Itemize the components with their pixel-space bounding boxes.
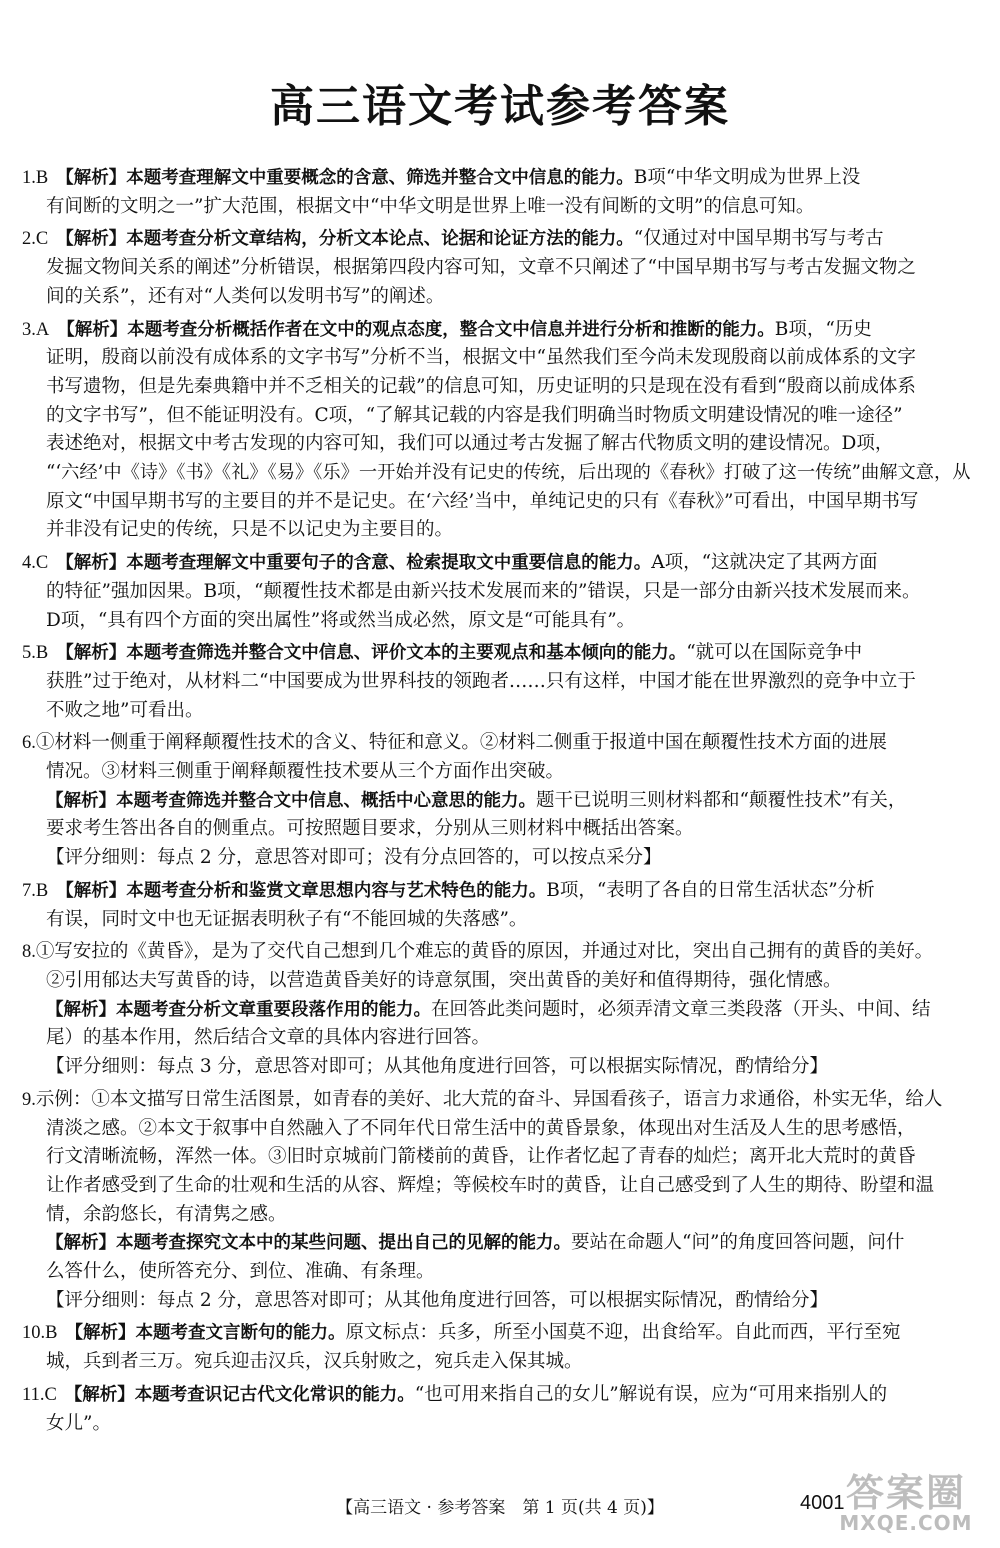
question-number: 9. bbox=[22, 1089, 36, 1110]
answer-line bbox=[22, 1410, 980, 1439]
answer-item bbox=[22, 316, 980, 546]
answer-line bbox=[22, 1053, 980, 1082]
analysis-label: 【解析】 bbox=[57, 319, 128, 340]
question-number: 8. bbox=[22, 942, 36, 963]
answer-line bbox=[22, 578, 980, 607]
question-number: 11. bbox=[22, 1384, 45, 1405]
answer-text: 获胜”过于绝对，从材料二“中国要成为世界科技的领跑者……只有这样，中国才能在世界激烈的竞争中立于 bbox=[46, 670, 916, 692]
answer-line bbox=[22, 607, 980, 636]
answer-text: 清淡之感。②本文于叙事中自然融入了不同年代日常生活中的黄昏景象，体现出对生活及人生的思考感悟， bbox=[46, 1117, 916, 1139]
answer-choice: B bbox=[45, 1323, 58, 1344]
answer-item bbox=[22, 164, 980, 221]
analysis-label: 【解析】 bbox=[64, 1384, 135, 1405]
answer-text: ②引用郁达夫写黄昏的诗，以营造黄昏美好的诗意氛围，突出黄昏的美好和值得期待，强化情感。 bbox=[46, 969, 842, 991]
answer-text: 尾）的基本作用，然后结合文章的具体内容进行回答。 bbox=[46, 1027, 491, 1049]
analysis-label: 【解析】 bbox=[65, 1323, 136, 1344]
answer-line bbox=[22, 1024, 980, 1053]
answer-text: 【评分细则：每点 2 分，意思答对即可；没有分点回答的，可以按点采分】 bbox=[46, 847, 662, 869]
answer-line bbox=[22, 815, 980, 844]
answer-line bbox=[22, 1287, 980, 1316]
answer-text: 女儿”。 bbox=[46, 1412, 111, 1434]
answer-text: 书写遗物，但是先秦典籍中并不乏相关的记载”的信息可知，历史证明的只是现在没有看到“殷商以前成体系 bbox=[46, 375, 916, 397]
answer-line bbox=[22, 1258, 980, 1287]
answer-item bbox=[22, 877, 980, 934]
answer-line bbox=[22, 1086, 980, 1115]
answer-line bbox=[22, 549, 980, 578]
watermark-logo bbox=[826, 1462, 986, 1542]
answer-item bbox=[22, 225, 980, 311]
answer-text: 原文“中国早期书写的主要目的并不是记史。在‘六经’当中，单纯记史的只有《春秋》”可看出，中国早期书写 bbox=[46, 490, 919, 512]
answer-text: 让作者感受到了生命的壮观和生活的从容、辉煌；等候校车时的黄昏，让自己感受到了人生的期待、盼望和温 bbox=[46, 1174, 935, 1196]
answer-line bbox=[22, 787, 980, 816]
analysis-summary: 本题考查分析文章重要段落作用的能力。 bbox=[116, 999, 431, 1020]
answer-text: 情况。③材料三侧重于阐释颠覆性技术要从三个方面作出突破。 bbox=[46, 761, 565, 783]
answer-choice: B bbox=[35, 880, 49, 901]
answer-choice: B bbox=[35, 168, 49, 188]
answer-line bbox=[22, 254, 980, 283]
answer-text: 【评分细则：每点 3 分，意思答对即可；从其他角度进行回答，可以根据实际情况，酌情给分】 bbox=[46, 1056, 829, 1078]
paper-code: 4001 bbox=[800, 1492, 845, 1514]
analysis-summary: 本题考查筛选并整合文中信息、评价文本的主要观点和基本倾向的能力。 bbox=[126, 643, 687, 664]
answer-text: D项，“具有四个方面的突出属性”将或然当成必然，原文是“可能具有”。 bbox=[46, 609, 636, 631]
answer-text: 在回答此类问题时，必须弄清文章三类段落（开头、中间、结 bbox=[431, 998, 931, 1020]
analysis-label: 【解析】 bbox=[56, 168, 127, 188]
analysis-label: 【解析】 bbox=[56, 229, 127, 250]
answer-line bbox=[22, 697, 980, 726]
answer-line bbox=[22, 729, 980, 758]
answer-line bbox=[22, 758, 980, 787]
answer-line bbox=[22, 877, 980, 906]
answer-text: 的特征”强加因果。B项，“颠覆性技术都是由新兴技术发展而来的”错误，只是一部分由新兴技术发展而来。 bbox=[46, 580, 921, 602]
answer-text: 【评分细则：每点 2 分，意思答对即可；从其他角度进行回答，可以根据实际情况，酌情给分】 bbox=[46, 1289, 829, 1311]
answer-line bbox=[22, 344, 980, 373]
answer-choice: C bbox=[35, 553, 49, 574]
answer-text: 有间断的文明之一”扩大范围，根据文中“中华文明是世界上唯一没有间断的文明”的信息可知。 bbox=[46, 195, 815, 217]
answer-choice: C bbox=[35, 229, 49, 250]
answer-text: 城，兵到者三万。宛兵迎击汉兵，汉兵射败之，宛兵走入保其城。 bbox=[46, 1351, 583, 1373]
question-number: 5. bbox=[22, 643, 36, 664]
answer-text: 并非没有记史的传统，只是不以记史为主要目的。 bbox=[46, 519, 454, 541]
answer-text: “‘六经’中《诗》《书》《礼》《易》《乐》一开始并没有记史的传统，后出现的《春秋》打破了这一传统”曲解文意，从 bbox=[46, 462, 971, 484]
answer-text: 的文字书写”，但不能证明没有。C项，“了解其记载的内容是我们明确当时物质文明建设情况的唯一途径” bbox=[46, 404, 903, 426]
analysis-label: 【解析】 bbox=[56, 553, 127, 574]
answer-line bbox=[22, 1201, 980, 1230]
answer-line bbox=[22, 193, 980, 222]
analysis-label: 【解析】 bbox=[56, 880, 127, 901]
answer-choice: B bbox=[35, 643, 49, 664]
answer-item bbox=[22, 1319, 980, 1376]
answer-line bbox=[22, 1143, 980, 1172]
question-number: 4. bbox=[22, 553, 36, 574]
answer-text: 情，余韵悠长，有清隽之感。 bbox=[46, 1203, 287, 1225]
page-title: 高三语文考试参考答案 bbox=[270, 81, 730, 132]
answer-line bbox=[22, 639, 980, 668]
analysis-summary: 本题考查理解文中重要句子的含意、检索提取文中重要信息的能力。 bbox=[126, 553, 652, 574]
watermark-logo-top: 答案圈 bbox=[845, 1471, 966, 1515]
answer-text: 么答什么，使所答充分、到位、准确、有条理。 bbox=[46, 1261, 435, 1283]
answer-text: “仅通过对中国早期书写与考古 bbox=[633, 228, 884, 250]
question-number: 3. bbox=[22, 319, 36, 340]
answer-text: 要求考生答出各自的侧重点。可按照题目要求，分别从三则材料中概括出答案。 bbox=[46, 818, 694, 840]
question-number: 7. bbox=[22, 880, 36, 901]
analysis-summary: 本题考查分析文章结构，分析文本论点、论据和论证方法的能力。 bbox=[126, 229, 634, 250]
answer-line bbox=[22, 668, 980, 697]
answer-text: 表述绝对，根据文中考古发现的内容可知，我们可以通过考古发掘了解古代物质文明的建设情况。D项， bbox=[46, 433, 894, 455]
answer-text: 原文标点：兵多，所至小国莫不迎，出食给军。自此而西，平行至宛 bbox=[345, 1322, 901, 1344]
answer-item bbox=[22, 938, 980, 1082]
analysis-summary: 本题考查分析和鉴赏文章思想内容与艺术特色的能力。 bbox=[126, 880, 547, 901]
answer-line bbox=[22, 1115, 980, 1144]
answer-item bbox=[22, 639, 980, 725]
page-footer: 【高三语文 · 参考答案 第 1 页(共 4 页)】 bbox=[336, 1498, 664, 1518]
answer-line bbox=[22, 373, 980, 402]
answer-text: B项“中华文明成为世界上没 bbox=[633, 167, 861, 188]
question-number: 2. bbox=[22, 229, 36, 250]
answer-line bbox=[22, 938, 980, 967]
answer-line bbox=[22, 967, 980, 996]
answer-line bbox=[22, 459, 980, 488]
answer-text: “就可以在国际竞争中 bbox=[686, 642, 863, 664]
analysis-label: 【解析】 bbox=[46, 790, 116, 811]
answer-choice: A bbox=[35, 319, 50, 340]
answer-text: 证明，殷商以前没有成体系的文字书写”分析不当，根据文中“虽然我们至今尚未发现殷商以前成体系的文字 bbox=[46, 347, 916, 369]
answer-item bbox=[22, 1086, 980, 1316]
answer-line bbox=[22, 996, 980, 1025]
answer-line bbox=[22, 316, 980, 345]
analysis-summary: 本题考查筛选并整合文中信息、概括中心意思的能力。 bbox=[116, 790, 536, 811]
answer-item bbox=[22, 1381, 980, 1438]
answer-text: 间的关系”，还有对“人类何以发明书写”的阐述。 bbox=[46, 285, 445, 307]
answer-text: 不败之地”可看出。 bbox=[46, 699, 204, 721]
question-number: 6. bbox=[22, 733, 36, 754]
answer-choice: C bbox=[44, 1384, 57, 1405]
watermark-logo-bottom: MXQE.COM bbox=[839, 1511, 973, 1535]
analysis-label: 【解析】 bbox=[46, 1233, 116, 1254]
answer-line bbox=[22, 516, 980, 545]
answer-line bbox=[22, 283, 980, 312]
answer-text: ①材料一侧重于阐释颠覆性技术的含义、特征和意义。②材料二侧重于报道中国在颠覆性技术方面的进展 bbox=[35, 732, 887, 754]
answer-text: B项，“表明了各自的日常生活状态”分析 bbox=[546, 879, 875, 901]
answer-line bbox=[22, 1381, 980, 1410]
answer-item bbox=[22, 549, 980, 635]
answer-text: B项，“历史 bbox=[774, 318, 872, 340]
answer-line bbox=[22, 488, 980, 517]
answer-line bbox=[22, 164, 980, 193]
analysis-summary: 本题考查文言断句的能力。 bbox=[135, 1323, 346, 1344]
answer-line bbox=[22, 1348, 980, 1377]
question-number: 1. bbox=[22, 168, 36, 188]
analysis-label: 【解析】 bbox=[56, 643, 127, 664]
answer-line bbox=[22, 1229, 980, 1258]
answer-text: 行文清晰流畅，浑然一体。③旧时京城前门箭楼前的黄昏，让作者忆起了青春的灿烂；离开北大荒时的黄昏 bbox=[46, 1146, 916, 1168]
answer-text: 要站在命题人“问”的角度回答问题，问什 bbox=[571, 1232, 905, 1254]
answer-line bbox=[22, 430, 980, 459]
answer-line bbox=[22, 225, 980, 254]
analysis-summary: 本题考查理解文中重要概念的含意、筛选并整合文中信息的能力。 bbox=[126, 168, 634, 188]
answer-text: ①写安拉的《黄昏》，是为了交代自己想到几个难忘的黄昏的原因，并通过对比，突出自己拥有的黄昏的美好。 bbox=[35, 941, 934, 963]
answer-line bbox=[22, 402, 980, 431]
analysis-label: 【解析】 bbox=[46, 999, 116, 1020]
answer-text: 发掘文物间关系的阐述”分析错误，根据第四段内容可知，文章不只阐述了“中国早期书写与考古发掘文物之 bbox=[46, 257, 916, 279]
question-number: 10. bbox=[22, 1323, 46, 1344]
answer-line bbox=[22, 906, 980, 935]
answer-line bbox=[22, 1319, 980, 1348]
answer-text: 有误，同时文中也无证据表明秋子有“不能回城的失落感”。 bbox=[46, 908, 528, 930]
answer-text: 题干已说明三则材料都和“颠覆性技术”有关， bbox=[536, 789, 907, 811]
answer-line bbox=[22, 1172, 980, 1201]
answer-text: A项，“这就决定了其两方面 bbox=[651, 552, 878, 574]
answer-item bbox=[22, 729, 980, 873]
answer-text: “也可用来指自己的女儿”解说有误，应为“可用来指别人的 bbox=[414, 1383, 888, 1405]
analysis-summary: 本题考查探究文本中的某些问题、提出自己的见解的能力。 bbox=[116, 1233, 571, 1254]
answer-text: 示例：①本文描写日常生活图景，如青春的美好、北大荒的奋斗、异国看孩子，语言力求通俗，朴实无华，给人 bbox=[35, 1088, 943, 1110]
analysis-summary: 本题考查分析概括作者在文中的观点态度，整合文中信息并进行分析和推断的能力。 bbox=[127, 319, 775, 340]
answer-line bbox=[22, 844, 980, 873]
analysis-summary: 本题考查识记古代文化常识的能力。 bbox=[134, 1384, 415, 1405]
answer-list bbox=[22, 164, 980, 1442]
